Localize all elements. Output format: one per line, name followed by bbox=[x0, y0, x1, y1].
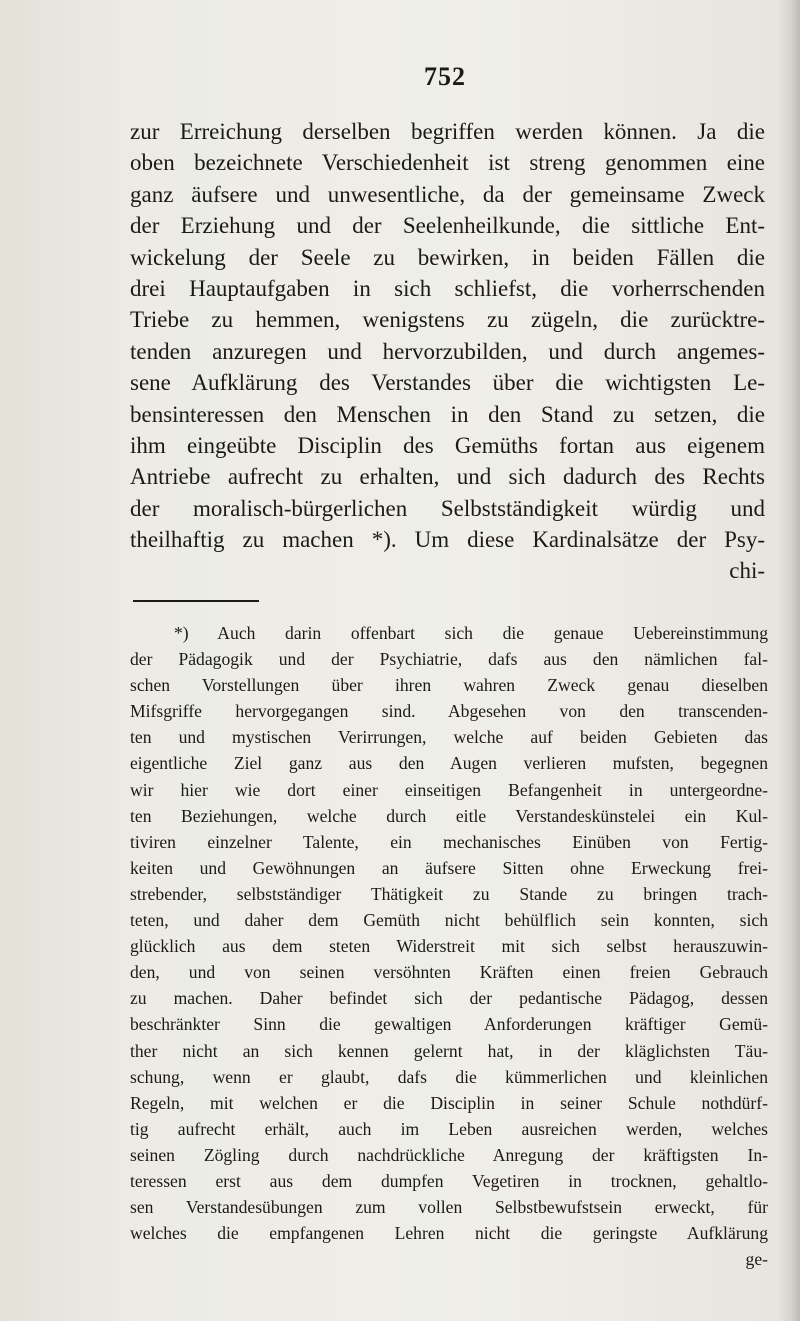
footnote-line: beschränkter Sinn die gewaltigen Anforderungen kräftiger Gemü- bbox=[130, 1014, 768, 1035]
main-text-block bbox=[130, 116, 765, 587]
page-edge-shadow bbox=[778, 0, 800, 1321]
footnote-line: schen Vorstellungen über ihren wahren Zweck genau dieselben bbox=[130, 675, 768, 696]
main-line: ihm eingeübte Disciplin des Gemüths fortan aus eigenem bbox=[130, 432, 765, 458]
footnote-line: zu machen. Daher befindet sich der pedantische Pädagog, dessen bbox=[130, 988, 768, 1009]
main-line: Triebe zu hemmen, wenigstens zu zügeln, die zurücktre- bbox=[130, 307, 765, 333]
main-line: der Erziehung und der Seelenheilkunde, die sittliche Ent- bbox=[130, 213, 765, 239]
footnote-line: schung, wenn er glaubt, dafs die kümmerlichen und kleinlichen bbox=[130, 1066, 768, 1087]
main-line: bensinteressen den Menschen in den Stand zu setzen, die bbox=[130, 401, 765, 427]
main-line: tenden anzuregen und hervorzubilden, und durch angemes- bbox=[130, 338, 765, 364]
footnote-line: der Pädagogik und der Psychiatrie, dafs aus den nämlichen fal- bbox=[130, 649, 768, 670]
main-line: sene Aufklärung des Verstandes über die wichtigsten Le- bbox=[130, 370, 765, 396]
footnote-line: sen Verstandesübungen zum vollen Selbstbewufstsein erweckt, für bbox=[130, 1197, 768, 1218]
main-line: Antriebe aufrecht zu erhalten, und sich dadurch des Rechts bbox=[130, 464, 765, 490]
footnote-line-catchword: ge- bbox=[745, 1249, 768, 1270]
footnote-line: seinen Zögling durch nachdrückliche Anregung der kräftigsten In- bbox=[130, 1144, 768, 1165]
footnote-line: tiviren einzelner Talente, ein mechanisches Einüben von Fertig- bbox=[130, 831, 768, 852]
footnote-line: den, und von seinen versöhnten Kräften einen freien Gebrauch bbox=[130, 962, 768, 983]
footnote-line: teressen erst aus dem dumpfen Vegetiren in trocknen, gehaltlo- bbox=[130, 1170, 768, 1191]
footnote-line: ten und mystischen Verirrungen, welche auf beiden Gebieten das bbox=[130, 727, 768, 748]
footnote-line: *) Auch darin offenbart sich die genaue Uebereinstimmung bbox=[174, 623, 768, 643]
footnote-line: Regeln, mit welchen er die Disciplin in seiner Schule nothdürf- bbox=[130, 1092, 768, 1113]
footnote-separator bbox=[133, 600, 259, 602]
main-line: der moralisch-bürgerlichen Selbstständigkeit würdig und bbox=[130, 495, 765, 521]
main-line: wickelung der Seele zu bewirken, in beiden Fällen die bbox=[130, 244, 765, 270]
footnote-line: ten Beziehungen, welche durch eitle Verstandeskünstelei ein Kul- bbox=[130, 805, 768, 826]
main-line: theilhaftig zu machen *). Um diese Kardinalsätze der Psy- bbox=[130, 527, 765, 553]
footnote-line: teten, und daher dem Gemüth nicht behülflich sein konnten, sich bbox=[130, 910, 768, 931]
main-line-catchword: chi- bbox=[729, 558, 765, 584]
footnote-line: glücklich aus dem steten Widerstreit mit sich selbst herauszuwin- bbox=[130, 936, 768, 957]
footnote-line: strebender, selbstständiger Thätigkeit zu Stande zu bringen trach- bbox=[130, 883, 768, 904]
main-line: oben bezeichnete Verschiedenheit ist streng genommen eine bbox=[130, 150, 765, 176]
footnote-line: ther nicht an sich kennen gelernt hat, in der kläglichsten Täu- bbox=[130, 1040, 768, 1061]
main-line: ganz äufsere und unwesentliche, da der gemeinsame Zweck bbox=[130, 181, 765, 207]
footnote-block bbox=[130, 620, 768, 1272]
main-line: zur Erreichung derselben begriffen werden können. Ja die bbox=[130, 119, 765, 144]
page-number: 752 bbox=[424, 62, 466, 91]
footnote-line: eigentliche Ziel ganz aus den Augen verlieren mufsten, begegnen bbox=[130, 753, 768, 774]
footnote-line: welches die empfangenen Lehren nicht die geringste Aufklärung bbox=[130, 1223, 768, 1244]
footnote-line: wir hier wie dort einer einseitigen Befangenheit in untergeordne- bbox=[130, 779, 768, 800]
footnote-line: keiten und Gewöhnungen an äufsere Sitten ohne Erweckung frei- bbox=[130, 857, 768, 878]
main-line: drei Hauptaufgaben in sich schliefst, die vorherrschenden bbox=[130, 275, 765, 301]
footnote-line: Mifsgriffe hervorgegangen sind. Abgesehen von den transcenden- bbox=[130, 701, 768, 722]
footnote-line: tig aufrecht erhält, auch im Leben ausreichen werden, welches bbox=[130, 1118, 768, 1139]
